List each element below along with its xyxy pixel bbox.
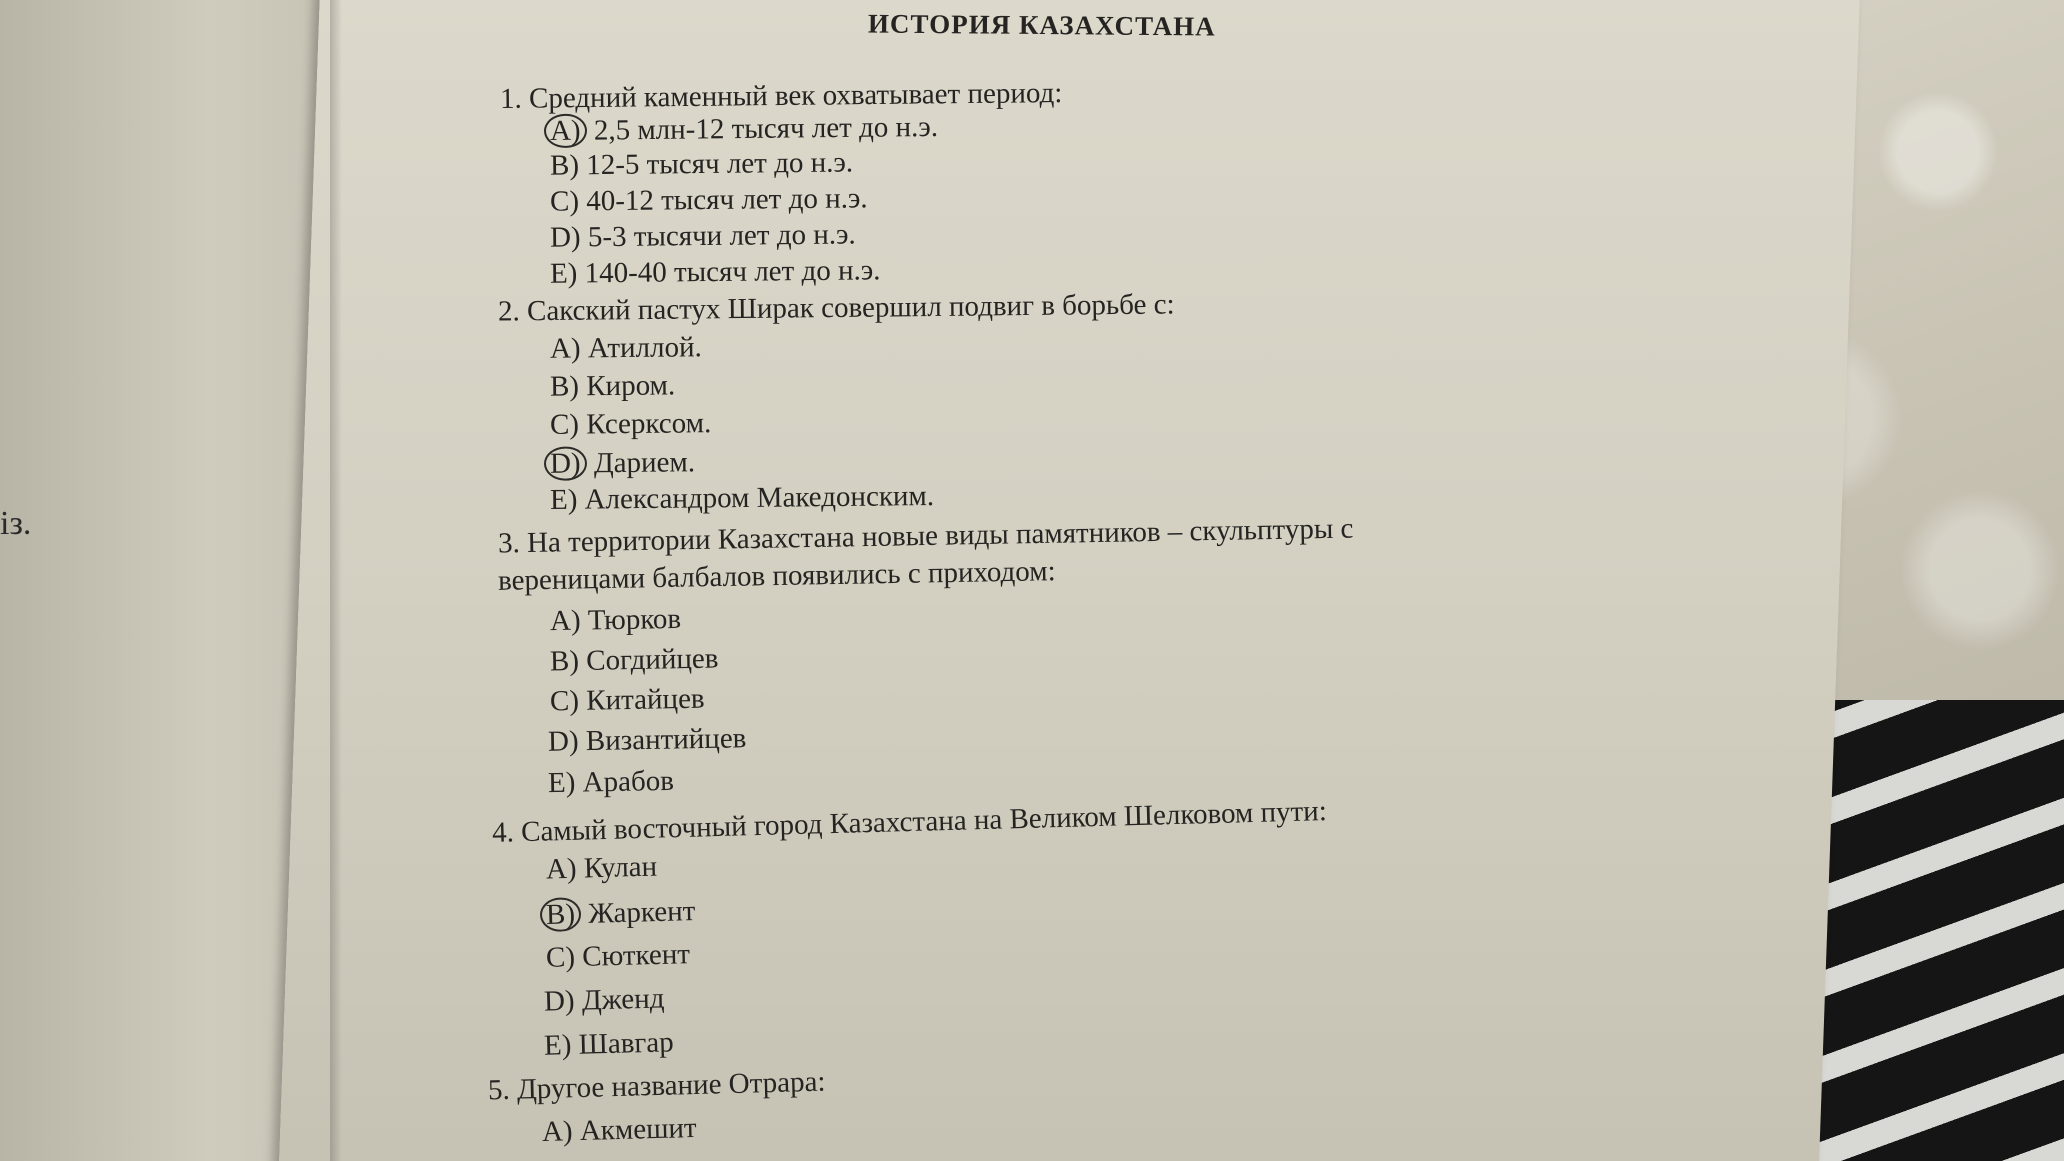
option-text: Шавгар xyxy=(578,1026,675,1061)
option-letter: C) xyxy=(549,408,580,441)
option-letter: D) xyxy=(549,221,581,254)
option-text: Дженд xyxy=(581,982,665,1017)
option-letter: E) xyxy=(547,766,576,800)
option-text: Византийцев xyxy=(585,722,747,758)
question-1-option-a xyxy=(550,110,938,148)
question-3-line-1: 3. На территории Казахстана новые виды памятников – скульптуры с xyxy=(497,512,1354,560)
option-letter: C) xyxy=(545,941,576,974)
question-4-option-a xyxy=(546,851,658,887)
question-3-option-e xyxy=(548,765,674,800)
option-letter: A) xyxy=(549,604,581,638)
question-1-option-c xyxy=(550,182,868,218)
option-letter: A) xyxy=(549,332,581,365)
option-letter: B) xyxy=(549,149,580,182)
question-3-option-c xyxy=(550,683,705,719)
option-text: 12-5 тысяч лет до н.э. xyxy=(586,146,854,182)
option-text: Ксерксом. xyxy=(586,407,712,441)
option-text: Жаркент xyxy=(587,895,696,930)
option-text: 5-3 тысячи лет до н.э. xyxy=(587,218,856,254)
question-4-option-d xyxy=(544,982,665,1018)
left-page-text-fragment: із. xyxy=(0,505,32,542)
option-letter: E) xyxy=(543,1028,572,1062)
option-letter: A) xyxy=(545,852,578,886)
question-3-option-b xyxy=(550,643,719,679)
option-text: 2,5 млн-12 тысяч лет до н.э. xyxy=(593,110,939,147)
option-letter: A) xyxy=(541,1115,574,1149)
question-4-option-c xyxy=(546,938,691,975)
answer-circle: B) xyxy=(540,897,582,932)
answer-circle: D) xyxy=(544,446,587,481)
question-2-option-b xyxy=(550,369,676,403)
option-letter: C) xyxy=(549,684,580,718)
question-2-option-c xyxy=(550,407,712,442)
question-1-option-e xyxy=(550,254,881,290)
question-5: 5. Другое название Отрара: xyxy=(487,1065,826,1107)
option-letter: D) xyxy=(547,725,579,758)
option-letter: E) xyxy=(549,483,578,517)
question-5-option-a xyxy=(542,1112,697,1149)
option-text: Сюткент xyxy=(581,938,691,973)
option-letter: C) xyxy=(549,185,580,218)
option-text: Акмешит xyxy=(579,1111,698,1148)
option-text: Согдийцев xyxy=(585,642,719,677)
option-text: Кулан xyxy=(583,850,658,885)
page-title: ИСТОРИЯ КАЗАХСТАНА xyxy=(867,8,1216,42)
option-text: Тюрков xyxy=(587,602,682,637)
question-3-option-d xyxy=(548,722,747,758)
option-text: 140-40 тысяч лет до н.э. xyxy=(584,254,881,290)
option-letter: D) xyxy=(543,984,576,1018)
question-1: 1. Средний каменный век охватывает период: xyxy=(499,77,1063,115)
question-4-option-e xyxy=(544,1026,675,1062)
question-2-option-a xyxy=(550,331,702,366)
option-text: Киром. xyxy=(586,369,676,403)
question-3-option-a xyxy=(550,603,682,638)
option-letter: E) xyxy=(549,257,578,290)
question-4: 4. Самый восточный город Казахстана на Великом Шелковом пути: xyxy=(491,795,1328,849)
option-text: Китайцев xyxy=(585,682,705,717)
question-2-option-d xyxy=(550,445,695,481)
question-2-option-e xyxy=(550,480,934,517)
option-text: Дарием. xyxy=(593,446,696,480)
question-1-option-d xyxy=(550,218,856,254)
question-2: 2. Сакский пастух Ширак совершил подвиг в борьбе с: xyxy=(497,288,1175,328)
answer-circle: A) xyxy=(544,114,587,149)
option-text: Атиллой. xyxy=(587,331,702,365)
option-text: Александром Македонским. xyxy=(584,479,935,516)
option-text: Арабов xyxy=(582,764,675,799)
question-3-line-2: вереницами балбалов появились с приходом: xyxy=(497,555,1056,597)
question-4-option-b xyxy=(546,894,696,932)
option-text: 40-12 тысяч лет до н.э. xyxy=(586,182,868,218)
option-letter: B) xyxy=(549,370,580,403)
question-1-option-b xyxy=(550,146,853,182)
option-letter: B) xyxy=(549,644,580,678)
